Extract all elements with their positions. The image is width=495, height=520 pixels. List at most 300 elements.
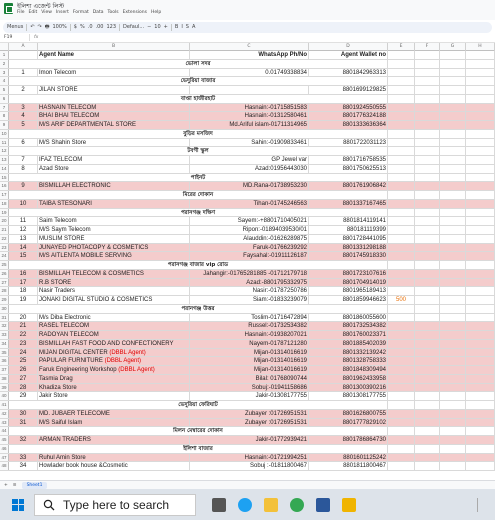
empty-cell[interactable] bbox=[466, 95, 495, 103]
agent-name-cell[interactable]: R.B STORE bbox=[38, 279, 190, 287]
empty-cell[interactable] bbox=[388, 340, 415, 348]
wallet-cell[interactable]: 8801814119141 bbox=[309, 217, 388, 225]
empty-cell[interactable] bbox=[415, 349, 440, 357]
empty-cell[interactable] bbox=[415, 112, 440, 120]
toolbar-button[interactable]: 10 bbox=[154, 24, 161, 30]
section-label[interactable]: পাইনট bbox=[9, 174, 388, 182]
empty-cell[interactable] bbox=[466, 366, 495, 374]
row-number[interactable]: 3 bbox=[0, 69, 9, 77]
empty-cell[interactable] bbox=[466, 130, 495, 138]
empty-cell[interactable] bbox=[466, 375, 495, 383]
empty-cell[interactable] bbox=[388, 130, 415, 138]
row-number[interactable]: 15 bbox=[0, 174, 9, 182]
empty-cell[interactable] bbox=[388, 314, 415, 322]
empty-cell[interactable] bbox=[388, 392, 415, 400]
corner-cell[interactable] bbox=[0, 43, 9, 51]
document-title[interactable]: ইলিশা এজেন্ট লিস্ট bbox=[17, 3, 65, 10]
wallet-cell[interactable]: 8801776324188 bbox=[309, 112, 388, 120]
empty-cell[interactable] bbox=[415, 445, 440, 453]
agent-name-cell[interactable]: Saim Telecom bbox=[38, 217, 190, 225]
empty-cell[interactable] bbox=[415, 139, 440, 147]
empty-cell[interactable] bbox=[415, 95, 440, 103]
empty-cell[interactable] bbox=[415, 77, 440, 85]
empty-cell[interactable] bbox=[466, 322, 495, 330]
empty-cell[interactable] bbox=[466, 77, 495, 85]
empty-cell[interactable] bbox=[415, 454, 440, 462]
empty-cell[interactable] bbox=[466, 174, 495, 182]
empty-cell[interactable] bbox=[388, 104, 415, 112]
row-number[interactable]: 31 bbox=[0, 314, 9, 322]
phone-cell[interactable]: Alauddin:-01626289875 bbox=[190, 235, 309, 243]
row-number[interactable]: 8 bbox=[0, 112, 9, 120]
wallet-cell[interactable]: 8801728441095 bbox=[309, 235, 388, 243]
phone-cell[interactable]: Jakir-01772939421 bbox=[190, 436, 309, 444]
phone-cell[interactable]: Hasnain:-01312580461 bbox=[190, 112, 309, 120]
wallet-cell[interactable]: 8801699129825 bbox=[309, 86, 388, 94]
wallet-cell[interactable]: 8801924550555 bbox=[309, 104, 388, 112]
serial-cell[interactable]: 11 bbox=[9, 217, 38, 225]
phone-cell[interactable]: Mijan-01314016619 bbox=[190, 357, 309, 365]
serial-cell[interactable]: 15 bbox=[9, 252, 38, 260]
row-number[interactable]: 34 bbox=[0, 340, 9, 348]
empty-cell[interactable] bbox=[466, 349, 495, 357]
empty-cell[interactable] bbox=[440, 182, 466, 190]
empty-cell[interactable] bbox=[415, 384, 440, 392]
empty-cell[interactable] bbox=[415, 270, 440, 278]
wallet-cell[interactable]: 8801723107616 bbox=[309, 270, 388, 278]
agent-name-cell[interactable]: M/S AITLENTA MOBILE SERVING bbox=[38, 252, 190, 260]
row-number[interactable]: 41 bbox=[0, 401, 9, 409]
empty-cell[interactable] bbox=[440, 112, 466, 120]
agent-name-cell[interactable]: ARMAN TRADERS bbox=[38, 436, 190, 444]
empty-cell[interactable] bbox=[415, 104, 440, 112]
empty-cell[interactable] bbox=[415, 419, 440, 427]
empty-cell[interactable] bbox=[415, 235, 440, 243]
serial-cell[interactable]: 3 bbox=[9, 104, 38, 112]
phone-cell[interactable]: Zubayer :01726951531 bbox=[190, 419, 309, 427]
add-sheet-button[interactable]: + bbox=[4, 482, 8, 488]
serial-cell[interactable]: 29 bbox=[9, 392, 38, 400]
agent-name-cell[interactable]: Nasir Traders bbox=[38, 287, 190, 295]
empty-cell[interactable] bbox=[466, 60, 495, 68]
section-label[interactable]: মিরের দোকান bbox=[9, 191, 388, 199]
empty-cell[interactable] bbox=[466, 419, 495, 427]
phone-cell[interactable]: Ripon:-01894039530/01 bbox=[190, 226, 309, 234]
empty-cell[interactable] bbox=[466, 182, 495, 190]
phone-cell[interactable]: Faysahal:-01911126187 bbox=[190, 252, 309, 260]
empty-cell[interactable] bbox=[466, 427, 495, 435]
empty-cell[interactable] bbox=[388, 252, 415, 260]
serial-cell[interactable]: 1 bbox=[9, 69, 38, 77]
column-header-d[interactable]: D bbox=[309, 43, 388, 51]
wallet-cell[interactable]: 8801859946623 bbox=[309, 296, 388, 304]
empty-cell[interactable] bbox=[466, 279, 495, 287]
agent-name-cell[interactable]: MUSLIM STORE bbox=[38, 235, 190, 243]
empty-cell[interactable] bbox=[415, 331, 440, 339]
toolbar-button[interactable]: Defaul... bbox=[123, 24, 145, 30]
empty-cell[interactable] bbox=[415, 174, 440, 182]
agent-name-cell[interactable]: BISMILLAH TELECOM & COSMETICS bbox=[38, 270, 190, 278]
empty-cell[interactable]: 500 bbox=[388, 296, 415, 304]
empty-cell[interactable] bbox=[415, 252, 440, 260]
empty-cell[interactable] bbox=[388, 77, 415, 85]
wallet-cell[interactable]: 8801848309494 bbox=[309, 366, 388, 374]
empty-cell[interactable] bbox=[440, 200, 466, 208]
phone-cell[interactable]: Tihan-01745246563 bbox=[190, 200, 309, 208]
agent-name-cell[interactable]: Howlader book house &Cosmetic bbox=[38, 462, 190, 470]
toolbar-button[interactable]: Menus bbox=[7, 24, 24, 30]
empty-cell[interactable] bbox=[466, 209, 495, 217]
column-header-c[interactable]: C bbox=[190, 43, 309, 51]
toolbar-button[interactable]: 🖶 bbox=[44, 24, 50, 30]
empty-cell[interactable] bbox=[440, 331, 466, 339]
windows-start-icon[interactable] bbox=[12, 499, 24, 511]
empty-cell[interactable] bbox=[440, 314, 466, 322]
column-header-a[interactable]: A bbox=[9, 43, 38, 51]
phone-cell[interactable]: Jakir-01308177755 bbox=[190, 392, 309, 400]
serial-cell[interactable]: 16 bbox=[9, 270, 38, 278]
empty-cell[interactable] bbox=[466, 217, 495, 225]
empty-cell[interactable] bbox=[440, 349, 466, 357]
empty-cell[interactable] bbox=[388, 331, 415, 339]
phone-cell[interactable]: Sahin:-01909833461 bbox=[190, 139, 309, 147]
header-wallet[interactable]: Agent Wallet no bbox=[309, 51, 388, 59]
serial-cell[interactable]: 34 bbox=[9, 462, 38, 470]
agent-name-cell[interactable]: JILAN STORE bbox=[38, 86, 190, 94]
empty-cell[interactable] bbox=[466, 287, 495, 295]
wallet-cell[interactable]: 8801777829102 bbox=[309, 419, 388, 427]
empty-cell[interactable] bbox=[466, 121, 495, 129]
empty-cell[interactable] bbox=[388, 410, 415, 418]
row-number[interactable]: 24 bbox=[0, 252, 9, 260]
section-label[interactable]: ভেদুরিয়া বাজার bbox=[9, 77, 388, 85]
menu-edit[interactable]: Edit bbox=[28, 10, 38, 15]
empty-cell[interactable] bbox=[388, 322, 415, 330]
empty-cell[interactable] bbox=[440, 77, 466, 85]
row-number[interactable]: 2 bbox=[0, 60, 9, 68]
empty-cell[interactable] bbox=[466, 112, 495, 120]
wallet-cell[interactable]: 8801308177755 bbox=[309, 392, 388, 400]
toolbar-button[interactable]: .00 bbox=[95, 24, 104, 30]
menu-extensions[interactable]: Extensions bbox=[122, 10, 147, 15]
agent-name-cell[interactable]: PAPULAR FURNITURE (DBBL Agent) bbox=[38, 357, 190, 365]
empty-cell[interactable] bbox=[466, 305, 495, 313]
empty-cell[interactable] bbox=[466, 357, 495, 365]
column-header-g[interactable]: G bbox=[440, 43, 466, 51]
empty-cell[interactable] bbox=[415, 191, 440, 199]
agent-name-cell[interactable]: JUNAYED PHOTACOPY & COSMETICS bbox=[38, 244, 190, 252]
toolbar-button[interactable]: ↷ bbox=[37, 24, 42, 30]
empty-cell[interactable] bbox=[440, 139, 466, 147]
empty-cell[interactable] bbox=[415, 147, 440, 155]
serial-cell[interactable]: 23 bbox=[9, 340, 38, 348]
serial-cell[interactable]: 30 bbox=[9, 410, 38, 418]
empty-cell[interactable] bbox=[440, 69, 466, 77]
empty-cell[interactable] bbox=[388, 261, 415, 269]
menu-format[interactable]: Format bbox=[72, 10, 89, 15]
empty-cell[interactable] bbox=[388, 244, 415, 252]
serial-cell[interactable]: 20 bbox=[9, 314, 38, 322]
toolbar-button[interactable]: B bbox=[174, 24, 179, 30]
row-number[interactable]: 14 bbox=[0, 165, 9, 173]
agent-name-cell[interactable]: M/S Saym Telecom bbox=[38, 226, 190, 234]
phone-cell[interactable]: Mijan-01314016619 bbox=[190, 366, 309, 374]
header-cell-num[interactable] bbox=[9, 51, 38, 59]
row-number[interactable]: 1 bbox=[0, 51, 9, 59]
agent-name-cell[interactable]: M/S Saiful Islam bbox=[38, 419, 190, 427]
toolbar-button[interactable]: $ bbox=[73, 24, 77, 30]
empty-cell[interactable] bbox=[415, 200, 440, 208]
phone-cell[interactable]: Sobuj :-01811800467 bbox=[190, 462, 309, 470]
empty-cell[interactable] bbox=[415, 366, 440, 374]
phone-cell[interactable]: Jahangir:-01765281885 -01712179718 bbox=[190, 270, 309, 278]
toolbar-button[interactable]: I bbox=[181, 24, 183, 30]
row-number[interactable]: 35 bbox=[0, 349, 9, 357]
empty-cell[interactable] bbox=[440, 419, 466, 427]
files-icon[interactable] bbox=[342, 498, 356, 512]
phone-cell[interactable]: Md.Ariful islam-01711314965 bbox=[190, 121, 309, 129]
row-number[interactable]: 25 bbox=[0, 261, 9, 269]
section-label[interactable]: টবগী স্কুল bbox=[9, 147, 388, 155]
toolbar-button[interactable]: .0 bbox=[87, 24, 93, 30]
taskbar-search-box[interactable] bbox=[34, 494, 196, 516]
row-number[interactable]: 18 bbox=[0, 200, 9, 208]
row-number[interactable]: 44 bbox=[0, 427, 9, 435]
row-number[interactable]: 45 bbox=[0, 436, 9, 444]
empty-cell[interactable] bbox=[388, 200, 415, 208]
empty-cell[interactable] bbox=[466, 156, 495, 164]
serial-cell[interactable]: 9 bbox=[9, 182, 38, 190]
empty-cell[interactable] bbox=[440, 191, 466, 199]
empty-cell[interactable] bbox=[388, 112, 415, 120]
empty-cell[interactable] bbox=[388, 226, 415, 234]
wallet-cell[interactable]: 8801750625513 bbox=[309, 165, 388, 173]
menu-insert[interactable]: Insert bbox=[55, 10, 69, 15]
empty-cell[interactable] bbox=[440, 454, 466, 462]
empty-cell[interactable] bbox=[466, 392, 495, 400]
agent-name-cell[interactable]: TAIBA STESONARI bbox=[38, 200, 190, 208]
empty-cell[interactable] bbox=[388, 349, 415, 357]
empty-cell[interactable] bbox=[388, 60, 415, 68]
section-label[interactable]: বাপ্তা হাজীরহাট bbox=[9, 95, 388, 103]
row-number[interactable]: 9 bbox=[0, 121, 9, 129]
empty-cell[interactable] bbox=[466, 252, 495, 260]
word-icon[interactable] bbox=[316, 498, 330, 512]
empty-cell[interactable] bbox=[466, 191, 495, 199]
serial-cell[interactable]: 18 bbox=[9, 287, 38, 295]
phone-cell[interactable]: Mijan-01314016619 bbox=[190, 349, 309, 357]
row-number[interactable]: 27 bbox=[0, 279, 9, 287]
empty-cell[interactable] bbox=[440, 357, 466, 365]
wallet-cell[interactable]: 8801337167465 bbox=[309, 200, 388, 208]
empty-cell[interactable] bbox=[415, 121, 440, 129]
agent-name-cell[interactable]: Faruk Engineering Workshop (DBBL Agent) bbox=[38, 366, 190, 374]
row-number[interactable]: 26 bbox=[0, 270, 9, 278]
row-number[interactable]: 12 bbox=[0, 147, 9, 155]
empty-cell[interactable] bbox=[466, 139, 495, 147]
phone-cell[interactable]: Russel:-01732534382 bbox=[190, 322, 309, 330]
phone-cell[interactable]: Siam:-01833239079 bbox=[190, 296, 309, 304]
phone-cell[interactable]: Hasnain:-01721994251 bbox=[190, 454, 309, 462]
row-number[interactable]: 10 bbox=[0, 130, 9, 138]
empty-cell[interactable] bbox=[415, 462, 440, 470]
serial-cell[interactable]: 7 bbox=[9, 156, 38, 164]
empty-cell[interactable] bbox=[388, 165, 415, 173]
empty-cell[interactable] bbox=[466, 51, 495, 59]
empty-cell[interactable] bbox=[440, 436, 466, 444]
empty-cell[interactable] bbox=[388, 445, 415, 453]
empty-cell[interactable] bbox=[440, 217, 466, 225]
serial-cell[interactable]: 10 bbox=[9, 200, 38, 208]
wallet-cell[interactable]: 8801745918330 bbox=[309, 252, 388, 260]
empty-cell[interactable] bbox=[440, 121, 466, 129]
row-number[interactable]: 37 bbox=[0, 366, 9, 374]
empty-cell[interactable] bbox=[466, 445, 495, 453]
phone-cell[interactable]: Azad:01956443030 bbox=[190, 165, 309, 173]
empty-cell[interactable] bbox=[388, 454, 415, 462]
show-desktop-button[interactable] bbox=[477, 498, 487, 512]
column-header-b[interactable]: B bbox=[38, 43, 190, 51]
empty-cell[interactable] bbox=[466, 401, 495, 409]
empty-cell[interactable] bbox=[415, 182, 440, 190]
empty-cell[interactable] bbox=[415, 436, 440, 444]
row-number[interactable]: 4 bbox=[0, 77, 9, 85]
empty-cell[interactable] bbox=[388, 147, 415, 155]
empty-cell[interactable] bbox=[440, 156, 466, 164]
empty-cell[interactable] bbox=[415, 60, 440, 68]
row-number[interactable]: 39 bbox=[0, 384, 9, 392]
empty-cell[interactable] bbox=[388, 436, 415, 444]
row-number[interactable]: 22 bbox=[0, 235, 9, 243]
empty-cell[interactable] bbox=[440, 86, 466, 94]
empty-cell[interactable] bbox=[440, 165, 466, 173]
agent-name-cell[interactable]: BISMILLAH ELECTRONIC bbox=[38, 182, 190, 190]
empty-cell[interactable] bbox=[388, 217, 415, 225]
row-number[interactable]: 13 bbox=[0, 156, 9, 164]
row-number[interactable]: 43 bbox=[0, 419, 9, 427]
agent-name-cell[interactable]: BHAI BHAI TELECOM bbox=[38, 112, 190, 120]
task-view-icon[interactable] bbox=[212, 498, 226, 512]
empty-cell[interactable] bbox=[466, 454, 495, 462]
serial-cell[interactable]: 27 bbox=[9, 375, 38, 383]
empty-cell[interactable] bbox=[415, 279, 440, 287]
empty-cell[interactable] bbox=[440, 270, 466, 278]
empty-cell[interactable] bbox=[388, 305, 415, 313]
serial-cell[interactable]: 25 bbox=[9, 357, 38, 365]
serial-cell[interactable]: 14 bbox=[9, 244, 38, 252]
phone-cell[interactable]: Sayem:-+8801710405021 bbox=[190, 217, 309, 225]
file-explorer-icon[interactable] bbox=[264, 498, 278, 512]
wallet-cell[interactable]: 8801760023371 bbox=[309, 331, 388, 339]
all-sheets-button[interactable]: ≡ bbox=[12, 482, 17, 488]
row-number[interactable]: 29 bbox=[0, 296, 9, 304]
row-number[interactable]: 33 bbox=[0, 331, 9, 339]
section-label[interactable]: মিলন মেম্বারের দোকান bbox=[9, 427, 388, 435]
empty-cell[interactable] bbox=[466, 147, 495, 155]
empty-cell[interactable] bbox=[388, 427, 415, 435]
wallet-cell[interactable]: 8801300390216 bbox=[309, 384, 388, 392]
row-number[interactable]: 48 bbox=[0, 462, 9, 470]
section-label[interactable]: পরানগঞ্জ দক্ষিণ bbox=[9, 209, 388, 217]
empty-cell[interactable] bbox=[415, 427, 440, 435]
serial-cell[interactable]: 32 bbox=[9, 436, 38, 444]
empty-cell[interactable] bbox=[388, 270, 415, 278]
wallet-cell[interactable]: 8801626800755 bbox=[309, 410, 388, 418]
empty-cell[interactable] bbox=[415, 392, 440, 400]
row-number[interactable]: 47 bbox=[0, 454, 9, 462]
phone-cell[interactable]: Faruk-01766239292 bbox=[190, 244, 309, 252]
menu-tools[interactable]: Tools bbox=[107, 10, 119, 15]
empty-cell[interactable] bbox=[440, 95, 466, 103]
agent-name-cell[interactable]: M/S Shahin Store bbox=[38, 139, 190, 147]
row-number[interactable]: 46 bbox=[0, 445, 9, 453]
empty-cell[interactable] bbox=[466, 270, 495, 278]
column-header-h[interactable]: H bbox=[466, 43, 495, 51]
empty-cell[interactable] bbox=[388, 139, 415, 147]
agent-name-cell[interactable]: M/s Diba Electronic bbox=[38, 314, 190, 322]
empty-cell[interactable] bbox=[466, 410, 495, 418]
empty-cell[interactable] bbox=[466, 200, 495, 208]
empty-cell[interactable] bbox=[415, 314, 440, 322]
agent-name-cell[interactable]: Imon Telecom bbox=[38, 69, 190, 77]
name-box[interactable]: F19 bbox=[4, 34, 30, 41]
empty-cell[interactable] bbox=[440, 174, 466, 182]
empty-cell[interactable] bbox=[415, 226, 440, 234]
empty-cell[interactable] bbox=[466, 331, 495, 339]
wallet-cell[interactable]: 8801860055600 bbox=[309, 314, 388, 322]
empty-cell[interactable] bbox=[440, 226, 466, 234]
phone-cell[interactable]: Bilal: 01768090744 bbox=[190, 375, 309, 383]
empty-cell[interactable] bbox=[440, 305, 466, 313]
toolbar-button[interactable]: S bbox=[185, 24, 189, 30]
row-number[interactable]: 7 bbox=[0, 104, 9, 112]
empty-cell[interactable] bbox=[415, 261, 440, 269]
empty-cell[interactable] bbox=[440, 445, 466, 453]
row-number[interactable]: 23 bbox=[0, 244, 9, 252]
section-label[interactable]: ভেদুরিয়া ফেরিঘাট bbox=[9, 401, 388, 409]
empty-cell[interactable] bbox=[415, 209, 440, 217]
row-number[interactable]: 21 bbox=[0, 226, 9, 234]
menu-help[interactable]: Help bbox=[151, 10, 162, 15]
empty-cell[interactable] bbox=[466, 314, 495, 322]
empty-cell[interactable] bbox=[388, 51, 415, 59]
empty-cell[interactable] bbox=[388, 462, 415, 470]
empty-cell[interactable] bbox=[388, 419, 415, 427]
empty-cell[interactable] bbox=[415, 69, 440, 77]
row-number[interactable]: 28 bbox=[0, 287, 9, 295]
serial-cell[interactable]: 24 bbox=[9, 349, 38, 357]
row-number[interactable]: 5 bbox=[0, 86, 9, 94]
agent-name-cell[interactable]: M/S ARIF DEPARTMENTAL STORE bbox=[38, 121, 190, 129]
toolbar-button[interactable]: ↶ bbox=[30, 24, 35, 30]
empty-cell[interactable] bbox=[388, 191, 415, 199]
serial-cell[interactable]: 6 bbox=[9, 139, 38, 147]
empty-cell[interactable] bbox=[388, 235, 415, 243]
empty-cell[interactable] bbox=[440, 279, 466, 287]
wallet-cell[interactable]: 8801722031123 bbox=[309, 139, 388, 147]
empty-cell[interactable] bbox=[440, 366, 466, 374]
empty-cell[interactable] bbox=[466, 86, 495, 94]
agent-name-cell[interactable]: Tasmia Drag bbox=[38, 375, 190, 383]
agent-name-cell[interactable]: IFAZ TELECOM bbox=[38, 156, 190, 164]
row-number[interactable]: 36 bbox=[0, 357, 9, 365]
empty-cell[interactable] bbox=[440, 462, 466, 470]
serial-cell[interactable]: 31 bbox=[9, 419, 38, 427]
phone-cell[interactable]: 0.01749338834 bbox=[190, 69, 309, 77]
empty-cell[interactable] bbox=[466, 436, 495, 444]
empty-cell[interactable] bbox=[415, 322, 440, 330]
empty-cell[interactable] bbox=[388, 95, 415, 103]
